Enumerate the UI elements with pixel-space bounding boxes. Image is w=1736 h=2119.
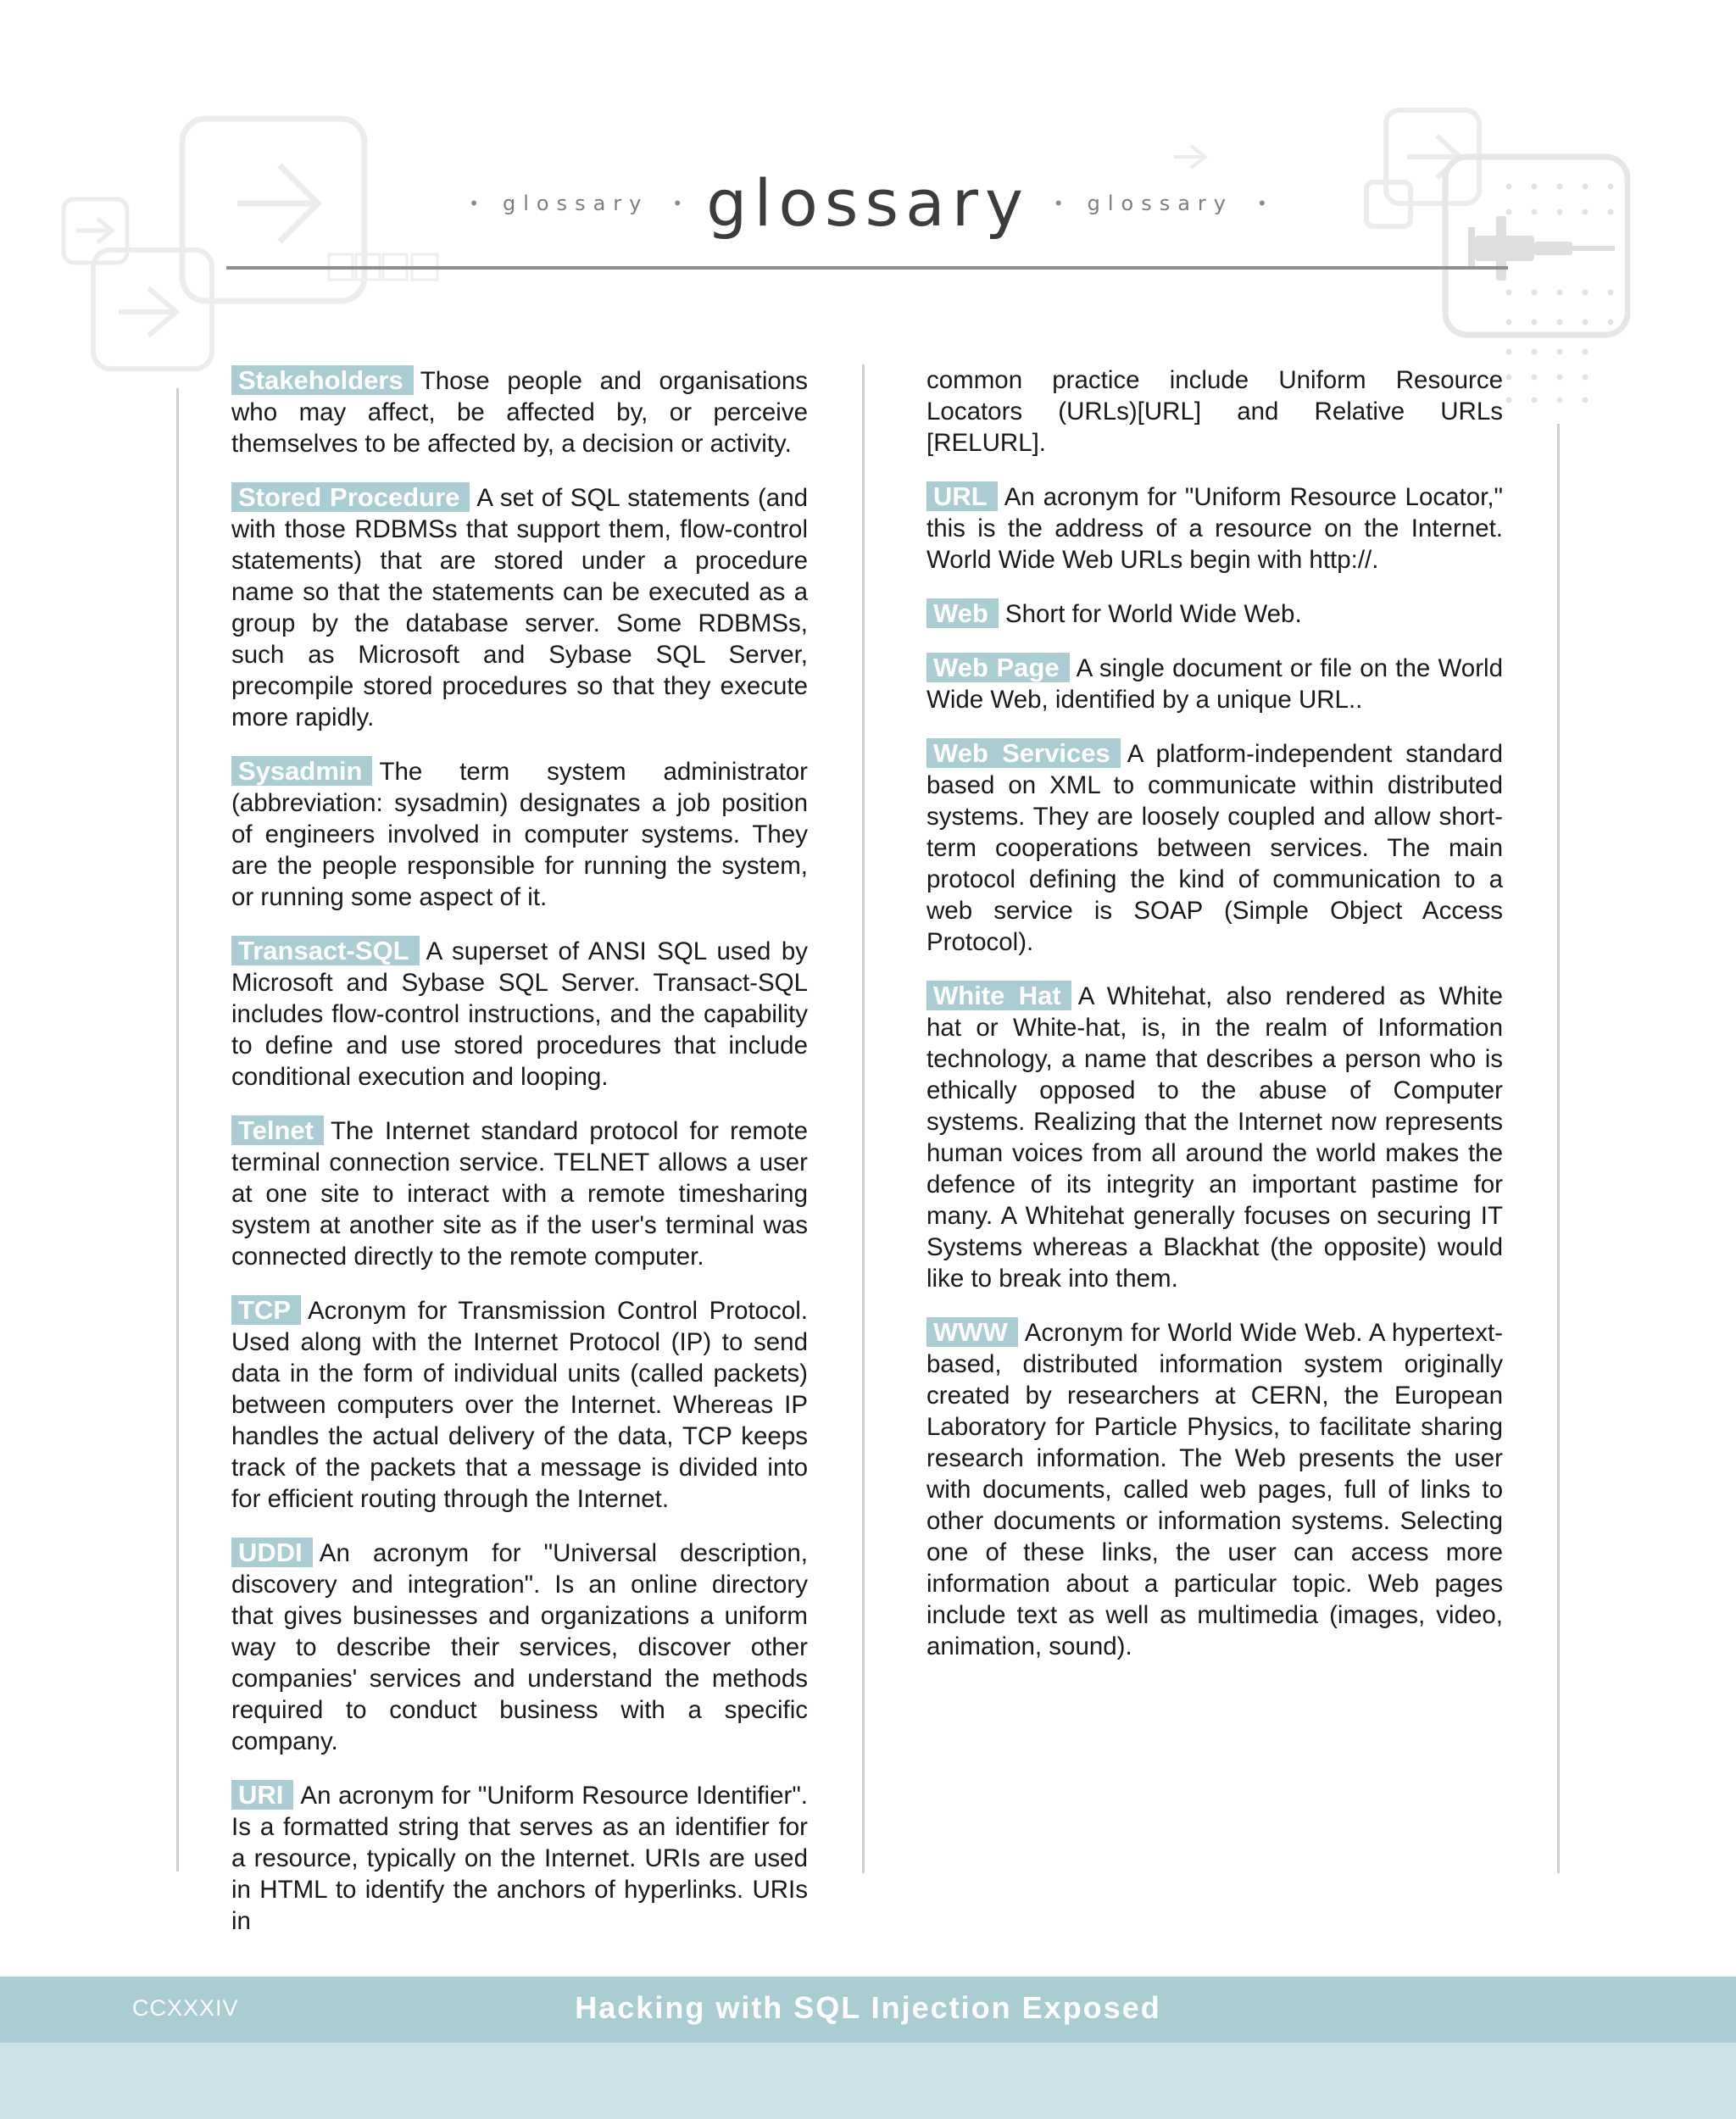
glossary-term: TCP [231, 1295, 301, 1325]
glossary-definition: Acronym for Transmission Control Protocol. Used along with the Internet Protocol (IP) to send data in the form of individual units (called packets) between computers over the Internet. Whereas IP handles the actual delivery of the data, TCP keeps track of the packets that a message is divided into for efficient routing through the Internet. [231, 1297, 808, 1513]
glossary-definition: An acronym for "Uniform Resource Locator," this is the address of a resource on the Internet. World Wide Web URLs begin with http://. [926, 483, 1503, 574]
glossary-entry [231, 1537, 808, 1757]
continued-definition: common practice include Uniform Resource Locators (URLs)[URL] and Relative URLs [RELURL]. [926, 366, 1503, 457]
glossary-entry [231, 935, 808, 1093]
glossary-entry [231, 364, 808, 459]
left-margin-rule [176, 388, 179, 1872]
arrow-box-icon [93, 250, 212, 369]
bullet-dot: • [1259, 192, 1266, 214]
glossary-term: Web [926, 598, 999, 628]
glossary-term: Sysadmin [231, 756, 372, 786]
left-column [231, 364, 808, 1959]
page-footer [0, 1977, 1736, 2043]
glossary-term: WWW [926, 1317, 1018, 1347]
glossary-definition: The term system administrator (abbreviation: sysadmin) designates a job position of engineers involved in computer systems. They are the people responsible for running the system, or running some aspect of it. [231, 758, 808, 911]
glossary-entry [231, 755, 808, 913]
bullet-dot: • [470, 192, 477, 214]
header-left-label: glossary [503, 192, 649, 215]
header-right-label: glossary [1087, 192, 1233, 215]
glossary-term: Web Services [926, 738, 1121, 768]
glossary-entry [926, 481, 1503, 576]
right-margin-rule [1557, 424, 1560, 1873]
glossary-definition: A platform-independent standard based on XML to communicate within distributed systems. They are loosely coupled and allow short-term cooperations between services. The main protocol defining the kind of communication to a web service is SOAP (Simple Object Access Protocol). [926, 740, 1503, 956]
glossary-definition: An acronym for "Uniform Resource Identifier". Is a formatted string that serves as an identifier for a resource, typically on the Internet. URIs are used in HTML to identify the anchors of hyperlinks. URIs in [231, 1782, 808, 1935]
glossary-term: Telnet [231, 1115, 324, 1145]
glossary-term: Stakeholders [231, 365, 414, 395]
glossary-definition: Short for World Wide Web. [1004, 600, 1302, 628]
glossary-entry [231, 1115, 808, 1272]
glossary-term: White Hat [926, 981, 1071, 1010]
glossary-term: URI [231, 1780, 293, 1810]
glossary-definition: A Whitehat, also rendered as White hat or White-hat, is, in the realm of Information technology, a name that describes a person who is ethically opposed to the abuse of Computer systems. Realizing that the Internet now represents human voices from all around the world makes the defence of its integrity an important pastime for many. A Whitehat generally focuses on securing IT Systems whereas a Blackhat (the opposite) would like to break into them. [926, 982, 1503, 1293]
glossary-header [0, 161, 1736, 246]
glossary-term: Web Page [926, 653, 1070, 682]
page-number: CCXXXIV [132, 1995, 239, 2021]
glossary-definition: A set of SQL statements (and with those RDBMSs that support them, flow-control statements) that are stored under a procedure name so that the statements can be executed as a group by the database server. Some RDBMSs, such as Microsoft and Sybase SQL Server, precompile stored procedures so that they execute more rapidly. [231, 484, 809, 731]
header-rule [226, 266, 1508, 270]
footer-band [0, 2043, 1736, 2119]
book-title: Hacking with SQL Injection Exposed [575, 1990, 1161, 2025]
center-column-rule [862, 364, 865, 1873]
glossary-definition: Acronym for World Wide Web. A hypertext-based, distributed information system originally created by researchers at CERN, the European Laboratory for Particle Physics, to facilitate sharing research information. The Web presents the user with documents, called web pages, full of links to other documents or information systems. Selecting one of these links, the user can access more information about a particular topic. Web pages include text as well as multimedia (images, video, animation, sound). [926, 1319, 1503, 1660]
glossary-entry [926, 652, 1503, 715]
glossary-definition: Those people and organisations who may affect, be affected by, or perceive themselves to be affected by, a decision or activity. [231, 367, 808, 458]
glossary-term: URL [926, 481, 998, 511]
right-column [926, 364, 1503, 1684]
glossary-definition: An acronym for "Universal description, discovery and integration". Is an online directory that gives businesses and organizations a uniform way to describe their services, discover other companies' services and understand the methods required to conduct business with a specific company. [231, 1539, 808, 1755]
glossary-entry [926, 980, 1503, 1294]
glossary-definition: A superset of ANSI SQL used by Microsoft and Sybase SQL Server. Transact-SQL includes flow-control instructions, and the capability to define and use stored procedures that include conditional execution and looping. [231, 937, 808, 1091]
glossary-entry [926, 1316, 1503, 1662]
bullet-dot: • [1054, 192, 1062, 214]
glossary-term: UDDI [231, 1538, 313, 1567]
glossary-definition: A single document or file on the World Wide Web, identified by a unique URL.. [926, 654, 1503, 714]
glossary-term: Transact-SQL [231, 936, 420, 965]
glossary-entry [926, 598, 1503, 630]
page-title: glossary [706, 165, 1030, 241]
glossary-entry [231, 481, 808, 733]
glossary-entry [231, 1294, 808, 1515]
glossary-definition: The Internet standard protocol for remote terminal connection service. TELNET allows a user at one site to interact with a remote timesharing system at another site as if the user's terminal was connected directly to the remote computer. [231, 1117, 808, 1271]
glossary-entry [926, 737, 1503, 958]
glossary-term: Stored Procedure [231, 482, 470, 512]
bullet-dot: • [674, 192, 682, 214]
glossary-entry [231, 1779, 808, 1937]
